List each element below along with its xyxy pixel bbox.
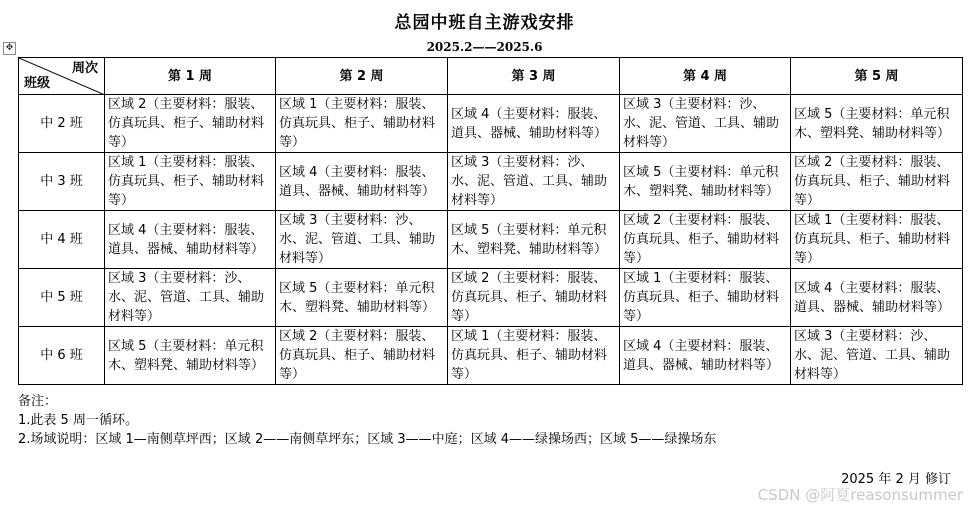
table-move-handle-icon[interactable]: ✥ — [3, 42, 16, 55]
schedule-cell: 区域 2（主要材料：服装、仿真玩具、柜子、辅助材料等） — [105, 95, 276, 153]
schedule-cell: 区域 1（主要材料：服装、仿真玩具、柜子、辅助材料等） — [448, 327, 620, 385]
week-header-5: 第 5 周 — [791, 58, 963, 95]
notes-section — [18, 392, 716, 449]
schedule-cell: 区域 1（主要材料：服装、仿真玩具、柜子、辅助材料等） — [620, 269, 791, 327]
schedule-cell: 区域 4（主要材料：服装、道具、器械、辅助材料等） — [791, 269, 963, 327]
table-row — [19, 269, 963, 327]
schedule-cell: 区域 5（主要材料：单元积木、塑料凳、辅助材料等） — [276, 269, 448, 327]
schedule-cell: 区域 2（主要材料：服装、仿真玩具、柜子、辅助材料等） — [620, 211, 791, 269]
table-row — [19, 95, 963, 153]
class-name-cell: 中 6 班 — [19, 327, 105, 385]
schedule-cell: 区域 4（主要材料：服装、道具、器械、辅助材料等） — [276, 153, 448, 211]
date-range: 2025.2——2025.6 — [426, 40, 543, 54]
schedule-cell: 区域 1（主要材料：服装、仿真玩具、柜子、辅助材料等） — [276, 95, 448, 153]
schedule-cell: 区域 5（主要材料：单元积木、塑料凳、辅助材料等） — [791, 95, 963, 153]
schedule-table — [18, 57, 963, 385]
schedule-cell: 区域 4（主要材料：服装、道具、器械、辅助材料等） — [105, 211, 276, 269]
schedule-cell: 区域 5（主要材料：单元积木、塑料凳、辅助材料等） — [448, 211, 620, 269]
corner-label-week: 周次 — [71, 61, 98, 76]
notes-heading: 备注： — [18, 394, 58, 409]
class-name-cell: 中 4 班 — [19, 211, 105, 269]
schedule-cell: 区域 2（主要材料：服装、仿真玩具、柜子、辅助材料等） — [448, 269, 620, 327]
schedule-cell: 区域 5（主要材料：单元积木、塑料凳、辅助材料等） — [620, 153, 791, 211]
schedule-cell: 区域 1（主要材料：服装、仿真玩具、柜子、辅助材料等） — [791, 211, 963, 269]
document-title: 总园中班自主游戏安排 — [394, 13, 575, 33]
class-name-cell: 中 5 班 — [19, 269, 105, 327]
schedule-cell: 区域 2（主要材料：服装、仿真玩具、柜子、辅助材料等） — [276, 327, 448, 385]
table-row — [19, 327, 963, 385]
schedule-cell: 区域 3（主要材料：沙、水、泥、管道、工具、辅助材料等） — [791, 327, 963, 385]
watermark: CSDN @阿夏reasonsummer — [757, 486, 963, 504]
corner-label-class: 班级 — [24, 76, 51, 91]
schedule-cell: 区域 3（主要材料：沙、水、泥、管道、工具、辅助材料等） — [276, 211, 448, 269]
schedule-cell: 区域 3（主要材料：沙、水、泥、管道、工具、辅助材料等） — [105, 269, 276, 327]
notes-line-1: 1.此表 5 周一循环。 — [18, 413, 138, 428]
header-row — [19, 58, 963, 95]
notes-line-2: 2.场域说明：区域 1—南侧草坪西；区域 2——南侧草坪东；区域 3——中庭；区域 4——绿操场西；区域 5——绿操场东 — [18, 432, 717, 447]
table-row — [19, 153, 963, 211]
week-header-1: 第 1 周 — [105, 58, 276, 95]
class-name-cell: 中 2 班 — [19, 95, 105, 153]
week-header-2: 第 2 周 — [276, 58, 448, 95]
corner-cell — [19, 58, 105, 95]
schedule-cell: 区域 3（主要材料：沙、水、泥、管道、工具、辅助材料等） — [620, 95, 791, 153]
schedule-cell: 区域 5（主要材料：单元积木、塑料凳、辅助材料等） — [105, 327, 276, 385]
schedule-cell: 区域 2（主要材料：服装、仿真玩具、柜子、辅助材料等） — [791, 153, 963, 211]
table-row — [19, 211, 963, 269]
schedule-cell: 区域 3（主要材料：沙、水、泥、管道、工具、辅助材料等） — [448, 153, 620, 211]
class-name-cell: 中 3 班 — [19, 153, 105, 211]
schedule-cell: 区域 4（主要材料：服装、道具、器械、辅助材料等） — [620, 327, 791, 385]
week-header-3: 第 3 周 — [448, 58, 620, 95]
week-header-4: 第 4 周 — [620, 58, 791, 95]
revision-date: 2025 年 2 月 修订 — [841, 472, 951, 487]
schedule-cell: 区域 4（主要材料：服装、道具、器械、辅助材料等） — [448, 95, 620, 153]
schedule-cell: 区域 1（主要材料：服装、仿真玩具、柜子、辅助材料等） — [105, 153, 276, 211]
